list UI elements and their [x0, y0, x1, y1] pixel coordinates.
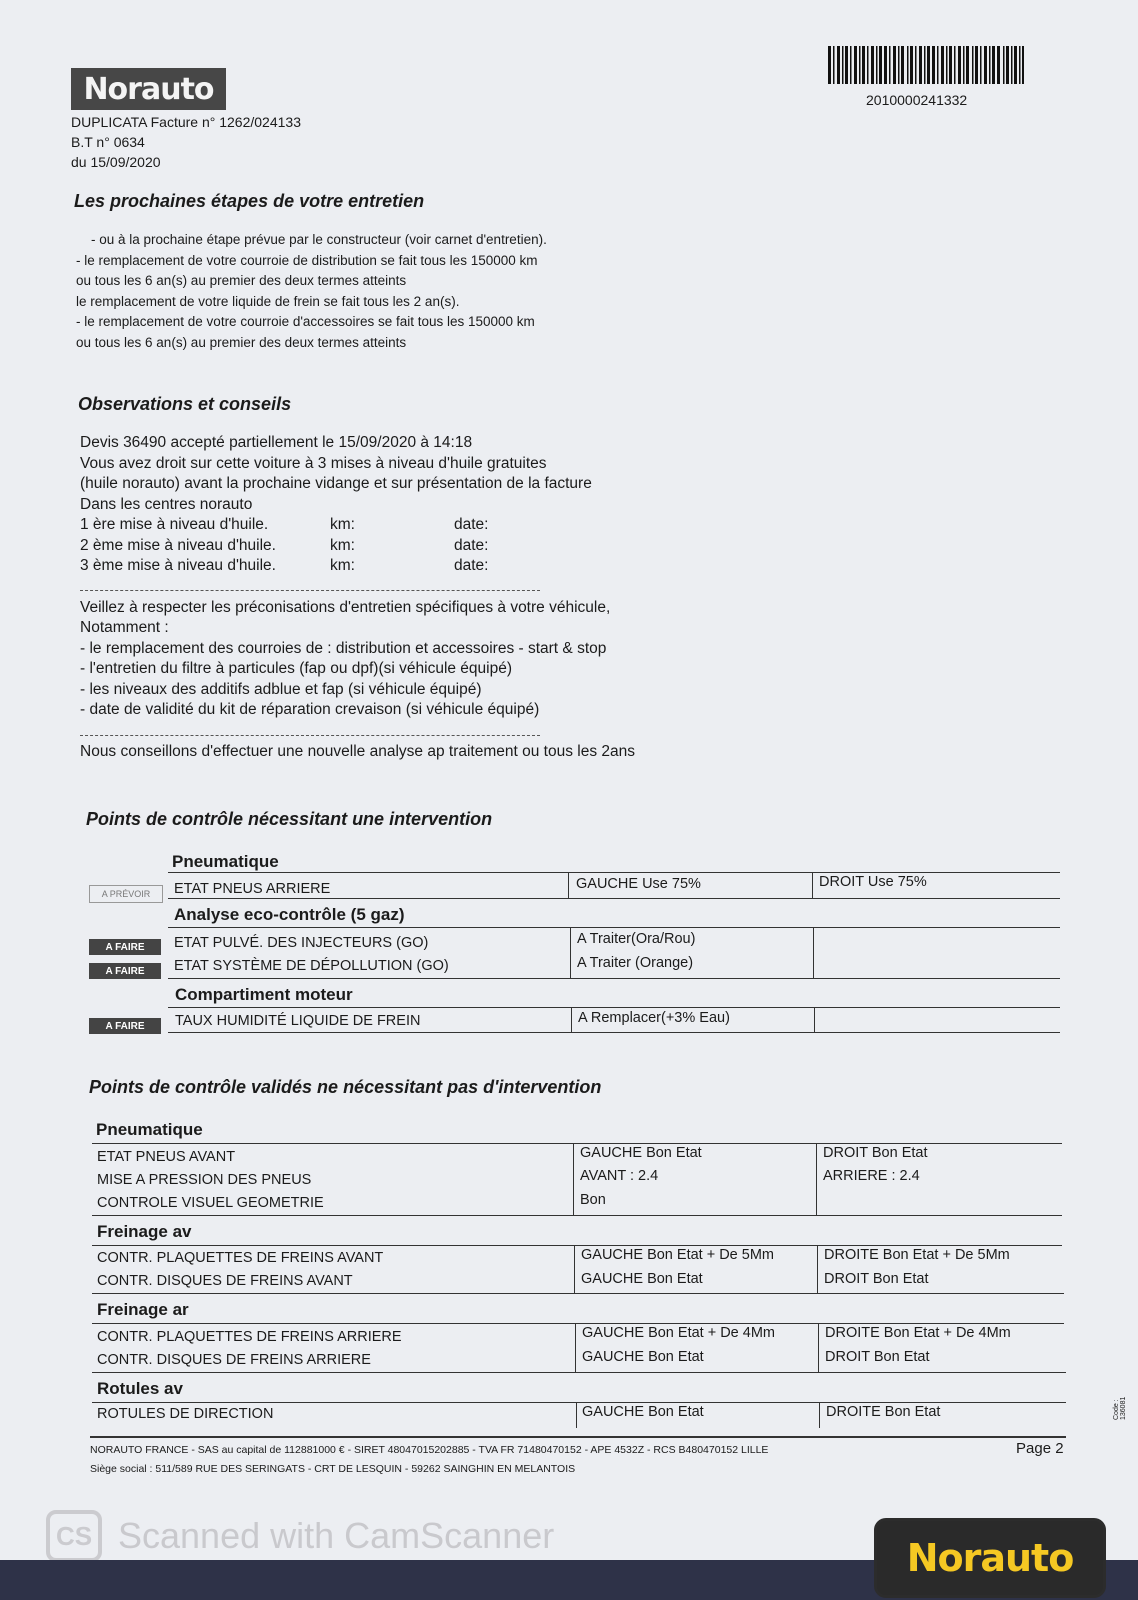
obs-line: Veillez à respecter les préconisations d'entretien spécifiques à votre véhicule, — [80, 598, 611, 616]
check-right-value: DROIT Bon Etat — [824, 1271, 929, 1287]
validated-title: Points de contrôle validés ne nécessitant pas d'intervention — [89, 1077, 602, 1097]
barcode-icon — [828, 46, 1024, 84]
check-right-value: DROITE Bon Etat + De 4Mm — [825, 1325, 1011, 1341]
advice-line: Nous conseillons d'effectuer une nouvelle analyse ap traitement ou tous les 2ans — [80, 742, 635, 760]
oil-topup-date: date: — [454, 557, 489, 574]
check-item: ETAT PNEUS ARRIERE — [174, 881, 331, 897]
invoice-header — [71, 112, 301, 172]
status-badge: A FAIRE — [89, 939, 161, 955]
divider — [92, 1323, 1064, 1324]
check-left-value: GAUCHE Bon Etat — [580, 1145, 702, 1161]
divider — [80, 735, 540, 736]
check-item: ROTULES DE DIRECTION — [97, 1406, 274, 1422]
invoice-number: DUPLICATA Facture n° 1262/024133 — [71, 114, 301, 130]
steps-title: Les prochaines étapes de votre entretien — [74, 191, 425, 211]
check-right-value: DROIT Use 75% — [819, 874, 927, 890]
norauto-logo: Norauto — [71, 68, 226, 110]
obs-line: Notamment : — [80, 619, 169, 636]
check-left-value: GAUCHE Bon Etat — [582, 1349, 704, 1365]
bt-number: B.T n° 0634 — [71, 134, 145, 150]
steps-line: - ou à la prochaine étape prévue par le constructeur (voir carnet d'entretien). — [76, 232, 547, 247]
check-item: ETAT PULVÉ. DES INJECTEURS (GO) — [174, 935, 429, 951]
check-left-value: GAUCHE Bon Etat — [581, 1271, 703, 1287]
check-left-value: GAUCHE Bon Etat — [582, 1404, 704, 1420]
divider — [812, 872, 813, 898]
check-item: CONTR. DISQUES DE FREINS AVANT — [97, 1273, 353, 1289]
oil-topup-label: 3 ème mise à niveau d'huile. — [80, 557, 276, 574]
check-right-value: DROITE Bon Etat + De 5Mm — [824, 1247, 1010, 1263]
steps-line: - le remplacement de votre courroie d'accessoires se fait tous les 150000 km — [76, 314, 535, 329]
observations-title: Observations et conseils — [78, 394, 292, 414]
group-title: Freinage av — [97, 1222, 192, 1241]
check-left-value: AVANT : 2.4 — [580, 1168, 659, 1184]
check-item: CONTR. PLAQUETTES DE FREINS ARRIERE — [97, 1329, 402, 1345]
divider — [575, 1323, 576, 1372]
divider — [80, 590, 540, 591]
divider — [92, 1402, 1066, 1403]
check-item: CONTR. PLAQUETTES DE FREINS AVANT — [97, 1250, 384, 1266]
divider — [819, 1402, 820, 1428]
group-title: Freinage ar — [97, 1300, 189, 1319]
divider — [568, 872, 569, 898]
divider — [814, 1007, 815, 1032]
check-right-value: DROIT Bon Etat — [825, 1349, 930, 1365]
group-title: Compartiment moteur — [175, 985, 353, 1004]
group-title: Rotules av — [97, 1379, 183, 1398]
oil-topup-label: 2 ème mise à niveau d'huile. — [80, 536, 276, 554]
divider — [168, 872, 1060, 873]
check-left-value: GAUCHE Bon Etat + De 5Mm — [581, 1247, 774, 1263]
oil-topup-row — [80, 556, 635, 577]
brand-logo-text: Norauto — [906, 1536, 1074, 1580]
observations-text — [80, 433, 635, 762]
obs-line: Vous avez droit sur cette voiture à 3 mises à niveau d'huile gratuites — [80, 454, 547, 472]
steps-line: ou tous les 6 an(s) au premier des deux termes atteints — [76, 273, 407, 288]
check-item: CONTR. DISQUES DE FREINS ARRIERE — [97, 1352, 371, 1368]
divider — [816, 1143, 817, 1215]
oil-topup-date: date: — [454, 516, 489, 533]
obs-line: Devis 36490 accepté partiellement le 15/09/2020 à 14:18 — [80, 434, 473, 451]
steps-list — [76, 230, 547, 353]
obs-line: Dans les centres norauto — [80, 495, 253, 513]
divider — [92, 1215, 1062, 1216]
group-title: Analyse eco-contrôle (5 gaz) — [174, 905, 405, 924]
divider — [817, 1245, 818, 1293]
oil-topup-km: km: — [330, 557, 355, 574]
divider — [92, 1293, 1064, 1294]
obs-line: (huile norauto) avant la prochaine vidange et sur présentation de la facture — [80, 475, 592, 492]
check-left-value: A Traiter (Orange) — [577, 955, 694, 971]
oil-topup-row — [80, 536, 635, 557]
check-left-value: Bon — [580, 1192, 606, 1208]
oil-topup-row — [80, 515, 635, 536]
scanner-watermark — [46, 1510, 554, 1562]
divider — [813, 927, 814, 978]
obs-line: - l'entretien du filtre à particules (fap ou dpf)(si véhicule équipé) — [80, 660, 513, 677]
page-number: Page 2 — [1016, 1440, 1064, 1457]
oil-topup-label: 1 ère mise à niveau d'huile. — [80, 516, 269, 533]
divider — [90, 1436, 1066, 1438]
steps-line: le remplacement de votre liquide de frein se fait tous les 2 an(s). — [76, 293, 460, 309]
watermark-text: Scanned with CamScanner — [118, 1515, 555, 1556]
obs-line: - le remplacement des courroies de : distribution et accessoires - start & stop — [80, 639, 607, 657]
check-right-value: DROITE Bon Etat — [826, 1404, 941, 1420]
divider — [168, 978, 1060, 979]
divider — [571, 1007, 572, 1032]
divider — [574, 1245, 575, 1293]
group-title: Pneumatique — [172, 852, 279, 871]
status-badge: A FAIRE — [89, 1018, 161, 1034]
intervention-title: Points de contrôle nécessitant une intervention — [86, 809, 493, 829]
divider — [168, 1032, 1060, 1033]
check-item: ETAT SYSTÈME DE DÉPOLLUTION (GO) — [174, 958, 449, 974]
footer-line: NORAUTO FRANCE - SAS au capital de 112881000 € - SIRET 48047015202885 - TVA FR 71480470152 - APE 4532Z - RCS B480470152 LILLE — [90, 1444, 769, 1456]
oil-topup-km: km: — [330, 516, 355, 533]
divider — [168, 898, 1060, 899]
status-badge: A PRÉVOIR — [89, 885, 163, 903]
check-left-value: GAUCHE Bon Etat + De 4Mm — [582, 1325, 775, 1341]
footer-line: Siège social : 511/589 RUE DES SERINGATS - CRT DE LESQUIN - 59262 SAINGHIN EN MELANTOIS — [90, 1463, 576, 1475]
check-left-value: A Traiter(Ora/Rou) — [577, 931, 696, 947]
divider — [92, 1372, 1066, 1373]
legal-footer — [90, 1441, 768, 1479]
divider — [168, 927, 1060, 928]
steps-line: - le remplacement de votre courroie de distribution se fait tous les 150000 km — [76, 252, 538, 268]
divider — [818, 1323, 819, 1372]
check-item: CONTROLE VISUEL GEOMETRIE — [97, 1195, 324, 1211]
oil-topup-date: date: — [454, 536, 489, 554]
check-left-value: A Remplacer(+3% Eau) — [578, 1010, 730, 1026]
divider — [168, 1007, 1060, 1008]
steps-line: ou tous les 6 an(s) au premier des deux termes atteints — [76, 334, 407, 350]
camscanner-icon: CS — [46, 1510, 102, 1562]
check-item: ETAT PNEUS AVANT — [97, 1149, 236, 1165]
group-title: Pneumatique — [96, 1120, 203, 1139]
divider — [92, 1143, 1062, 1144]
check-right-value: ARRIERE : 2.4 — [823, 1168, 920, 1184]
obs-line: - date de validité du kit de réparation crevaison (si véhicule équipé) — [80, 701, 540, 718]
divider — [573, 1143, 574, 1215]
side-code: Code : 136081 — [1113, 1396, 1127, 1420]
divider — [92, 1245, 1062, 1246]
oil-topup-km: km: — [330, 536, 355, 554]
obs-line: - les niveaux des additifs adblue et fap (si véhicule équipé) — [80, 680, 482, 698]
divider — [576, 1402, 577, 1428]
check-right-value: DROIT Bon Etat — [823, 1145, 928, 1161]
check-item: TAUX HUMIDITÉ LIQUIDE DE FREIN — [175, 1013, 421, 1029]
check-item: MISE A PRESSION DES PNEUS — [97, 1172, 312, 1188]
norauto-brand-logo — [874, 1518, 1106, 1598]
divider — [570, 927, 571, 978]
invoice-date: du 15/09/2020 — [71, 154, 161, 170]
status-badge: A FAIRE — [89, 963, 161, 979]
barcode-number: 2010000241332 — [866, 92, 968, 108]
check-left-value: GAUCHE Use 75% — [576, 876, 701, 892]
